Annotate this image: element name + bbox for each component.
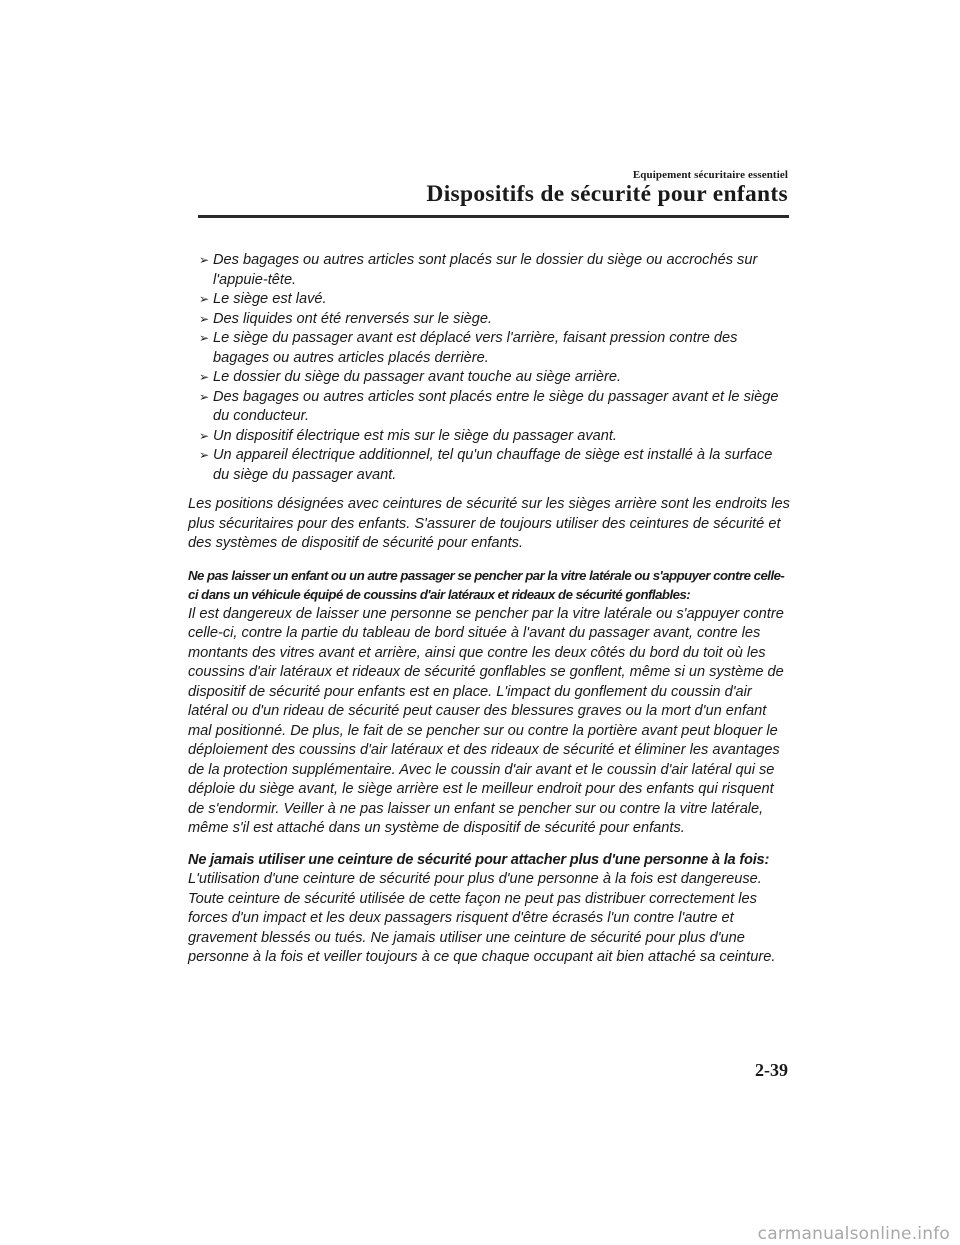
list-item-text: Des liquides ont été renversés sur le siège. (213, 310, 493, 327)
list-item (188, 427, 790, 447)
warning-heading: Ne pas laisser un enfant ou un autre passager se pencher par la vitre latérale ou s'appuyer contre celle-ci dans un véhicule équipé de coussins d'air latéraux et rideaux de sécurité gonflables: (188, 567, 785, 602)
arrow-bullet-icon: ➢ (199, 428, 210, 443)
watermark: carmanualsonline.info (757, 1224, 950, 1244)
list-item (188, 388, 790, 427)
page-number: 2-39 (755, 1060, 788, 1080)
page-title: Dispositifs de sécurité pour enfants (426, 181, 788, 207)
arrow-bullet-icon: ➢ (199, 331, 210, 345)
list-item (188, 310, 790, 330)
list-item-text: Un dispositif électrique est mis sur le siège du passager avant. (213, 427, 617, 444)
list-item (188, 329, 790, 368)
arrow-bullet-icon: ➢ (199, 311, 210, 326)
list-item-text: Des bagages ou autres articles sont placés sur le dossier du siège ou accrochés sur l'appuie-tête. (213, 252, 758, 288)
info-paragraph: Les positions désignées avec ceintures de sécurité sur les sièges arrière sont les endroits les plus sécuritaires pour des enfants. S'assurer de toujours utiliser des ceintures de sécurité et des systèmes de dispositif de sécurité pour enfants. (188, 496, 790, 551)
list-item-text: Un appareil électrique additionnel, tel qu'un chauffage de siège est installé à la surface du siège du passager avant. (213, 447, 773, 483)
list-item-text: Le dossier du siège du passager avant touche au siège arrière. (213, 369, 622, 385)
warning-body: Il est dangereux de laisser une personne se pencher par la vitre latérale ou s'appuyer contre celle-ci, contre la partie du tableau de bord située à l'avant du passager avant, contre les montants des vitres avant et arrière, ainsi que contre les deux côtés du bord du toit où les coussins d'air latéraux et rideaux de sécurité gonflables se gonflent, même si un système de dispositif de sécurité pour enfants est en place. L'impact du gonflement du coussin d'air latéral ou d'un rideau de sécurité peut causer des blessures graves ou la mort d'un enfant mal positionné. De plus, le fait de se pencher sur ou contre la portière avant peut bloquer le déploiement des coussins d'air latéraux et des rideaux de sécurité et éliminer les avantages de la protection supplémentaire. Avec le coussin d'air avant et le coussin d'air latéral qui se déploie du siège avant, le siège arrière est le meilleur endroit pour des enfants qui risquent de s'endormir. Veiller à ne pas laisser un enfant se pencher sur ou contre la vitre latérale, même s'il est attaché dans un système de dispositif de sécurité pour enfants. (188, 605, 784, 836)
list-item-text: Le siège est lavé. (213, 291, 327, 307)
list-item (188, 446, 790, 485)
list-item-text: Le siège du passager avant est déplacé vers l'arrière, faisant pression contre des bagages ou autres articles placés derrière. (213, 330, 738, 366)
warning-body: L'utilisation d'une ceinture de sécurité pour plus d'une personne à la fois est dangereuse. Toute ceinture de sécurité utilisée de cette façon ne peut pas distribuer correctement les forces d'un impact et les deux passagers risquent d'être écrasés l'un contre l'autre et gravement blessés ou tués. Ne jamais utiliser une ceinture de sécurité pour plus d'une personne à la fois et veiller toujours à ce que chaque occupant ait bien attaché sa ceinture. (188, 871, 776, 965)
arrow-bullet-icon: ➢ (199, 253, 210, 267)
arrow-bullet-icon: ➢ (199, 292, 210, 306)
list-item (188, 290, 790, 310)
warning-heading: Ne jamais utiliser une ceinture de sécurité pour attacher plus d'une personne à la fois: (188, 851, 770, 868)
section-label: Equipement sécuritaire essentiel (632, 169, 788, 181)
condition-list (188, 251, 790, 485)
arrow-bullet-icon: ➢ (199, 448, 210, 462)
page-content (188, 251, 790, 968)
list-item (188, 251, 790, 290)
arrow-bullet-icon: ➢ (199, 389, 210, 404)
list-item (188, 368, 790, 388)
header-divider (198, 215, 789, 218)
list-item-text: Des bagages ou autres articles sont placés entre le siège du passager avant et le siège du conducteur. (213, 388, 779, 424)
arrow-bullet-icon: ➢ (199, 370, 210, 384)
